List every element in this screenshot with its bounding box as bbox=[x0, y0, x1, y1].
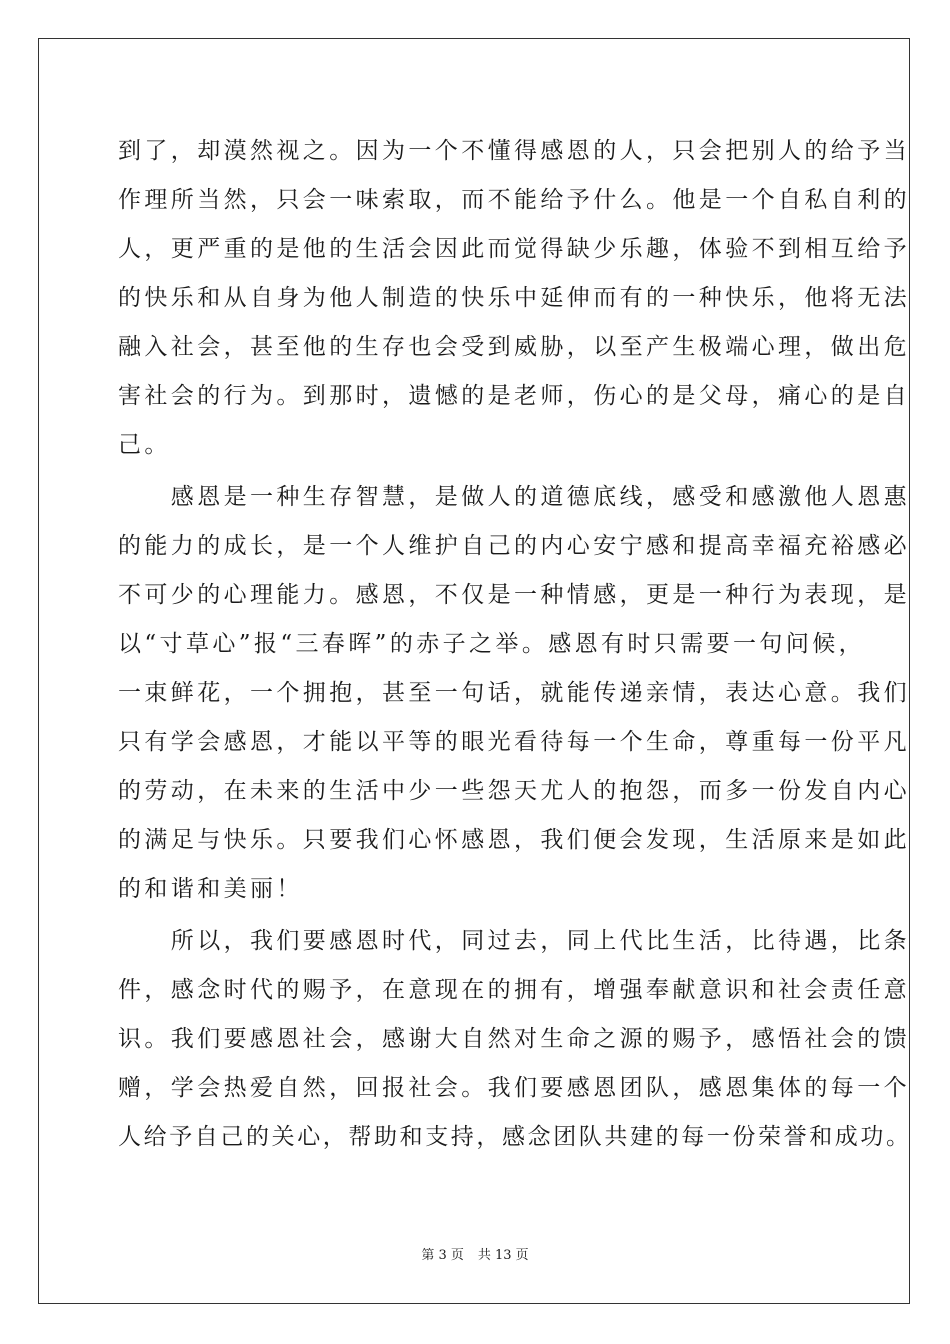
text-line: 的快乐和从自身为他人制造的快乐中延伸而有的一种快乐，他将无法 bbox=[118, 285, 910, 311]
text-line: 人给予自己的关心，帮助和支持，感念团队共建的每一份荣誉和成功。 bbox=[118, 1124, 912, 1150]
text-line: 的满足与快乐。只要我们心怀感恩，我们便会发现，生活原来是如此 bbox=[118, 827, 910, 853]
page-footer bbox=[0, 1244, 950, 1263]
text-line: 人，更严重的是他的生活会因此而觉得缺少乐趣，体验不到相互给予 bbox=[118, 236, 910, 262]
text-line: 以“寸草心”报“三春晖”的赤子之举。感恩有时只需要一句问候， bbox=[118, 631, 866, 657]
text-line: 识。我们要感恩社会，感谢大自然对生命之源的赐予，感悟社会的馈 bbox=[118, 1026, 910, 1052]
text-line: 到了，却漠然视之。因为一个不懂得感恩的人，只会把别人的给予当 bbox=[118, 138, 910, 164]
text-line: 的劳动，在未来的生活中少一些怨天尤人的抱怨，而多一份发自内心 bbox=[118, 778, 910, 804]
text-line: 只有学会感恩，才能以平等的眼光看待每一个生命，尊重每一份平凡 bbox=[118, 729, 910, 755]
text-line: 作理所当然，只会一味索取，而不能给予什么。他是一个自私自利的 bbox=[118, 187, 910, 213]
text-line: 的能力的成长，是一个人维护自己的内心安宁感和提高幸福充裕感必 bbox=[118, 533, 910, 559]
text-line: 己。 bbox=[118, 432, 171, 458]
text-line: 感恩是一种生存智慧，是做人的道德底线，感受和感激他人恩惠 bbox=[118, 484, 910, 510]
page-border bbox=[38, 38, 910, 1304]
text-line: 不可少的心理能力。感恩，不仅是一种情感，更是一种行为表现，是 bbox=[118, 582, 910, 608]
text-line: 害社会的行为。到那时，遗憾的是老师，伤心的是父母，痛心的是自 bbox=[118, 383, 910, 409]
text-line: 所以，我们要感恩时代，同过去，同上代比生活，比待遇，比条 bbox=[118, 928, 910, 954]
total-pages: 共 13 页 bbox=[477, 1248, 529, 1263]
text-line: 的和谐和美丽！ bbox=[118, 876, 303, 902]
page-number: 第 3 页 bbox=[421, 1248, 464, 1263]
text-line: 件，感念时代的赐予，在意现在的拥有，增强奉献意识和社会责任意 bbox=[118, 977, 910, 1003]
text-line: 一束鲜花，一个拥抱，甚至一句话，就能传递亲情，表达心意。我们 bbox=[118, 680, 910, 706]
text-line: 融入社会，甚至他的生存也会受到威胁，以至产生极端心理，做出危 bbox=[118, 334, 910, 360]
text-line: 赠，学会热爱自然，回报社会。我们要感恩团队，感恩集体的每一个 bbox=[118, 1075, 910, 1101]
